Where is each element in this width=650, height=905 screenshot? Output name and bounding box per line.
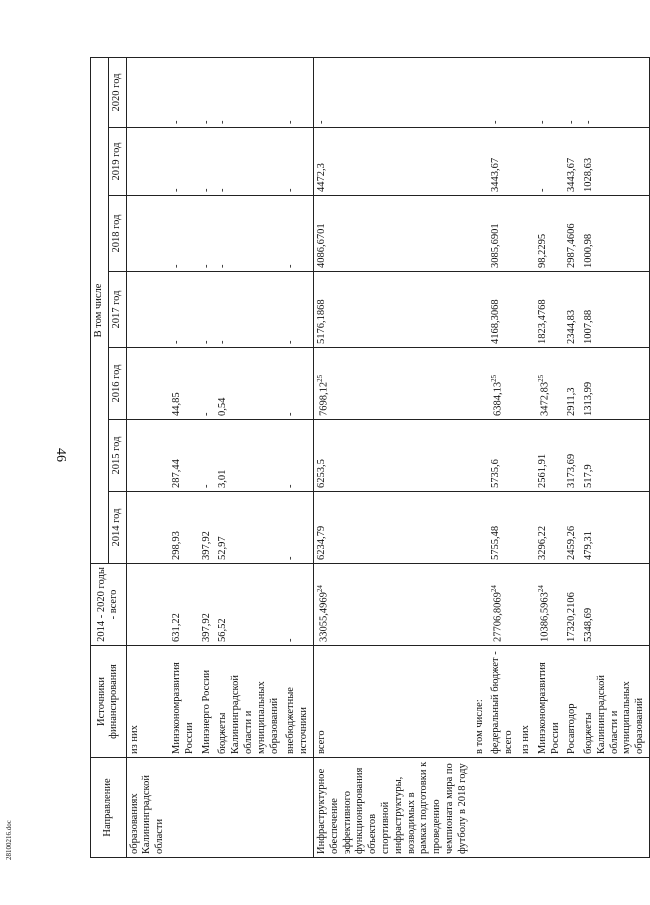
cell-y2018 <box>313 196 471 272</box>
cell-value: 3472,83 <box>539 381 551 416</box>
rotated-table-container <box>90 58 646 858</box>
cell-value: 517,9 <box>583 464 595 488</box>
cell-source <box>472 646 489 758</box>
cell-y2020 <box>126 57 169 127</box>
cell-y2018 <box>535 196 565 272</box>
cell-y2014 <box>283 492 313 564</box>
cell-source <box>199 646 216 758</box>
cell-y2015 <box>518 420 535 492</box>
header-year-2014: 2014 год <box>108 492 126 564</box>
cell-y2016 <box>488 348 518 420</box>
cell-value: 5348,69 <box>583 607 595 642</box>
cell-value: - <box>217 188 229 192</box>
cell-value: - <box>566 120 578 124</box>
financing-table <box>90 57 650 858</box>
cell-y2014 <box>581 492 649 564</box>
cell-y2019 <box>169 128 199 196</box>
cell-y2015 <box>581 420 649 492</box>
cell-value: - <box>285 556 297 560</box>
cell-total <box>488 564 518 646</box>
cell-y2018 <box>199 196 216 272</box>
header-year-2018: 2018 год <box>108 196 126 272</box>
cell-value: 4472,3 <box>315 163 327 192</box>
cell-direction <box>472 758 489 858</box>
cell-y2020 <box>169 57 199 127</box>
cell-y2014 <box>215 492 283 564</box>
cell-value: 4168,3068 <box>490 299 502 344</box>
cell-y2015 <box>472 420 489 492</box>
cell-source <box>215 646 283 758</box>
footnote-marker: 24 <box>490 585 499 593</box>
cell-source <box>564 646 581 758</box>
cell-total <box>518 564 535 646</box>
footnote-marker: 25 <box>536 374 545 382</box>
cell-value: 33055,4969 <box>318 592 330 642</box>
cell-direction <box>518 758 535 858</box>
cell-value: 2987,4606 <box>566 223 578 268</box>
cell-value: Инфраструктурное обеспечение эффективного функционирования объектов спортивной инфраструктуры, возводимых в рамках подготовки к проведению чемпионата мира по футболу в 2018 году <box>315 761 468 854</box>
cell-y2019 <box>518 128 535 196</box>
cell-y2014 <box>169 492 199 564</box>
cell-y2017 <box>518 272 535 348</box>
cell-value: 5755,48 <box>490 525 502 560</box>
table-row <box>564 57 581 857</box>
cell-y2019 <box>126 128 169 196</box>
cell-y2019 <box>564 128 581 196</box>
cell-value: 17320,2106 <box>566 592 578 642</box>
header-year-2019: 2019 год <box>108 128 126 196</box>
cell-y2014 <box>199 492 216 564</box>
footnote-marker: 25 <box>315 374 324 382</box>
cell-value: 5176,1868 <box>315 299 327 344</box>
cell-value: 6384,13 <box>492 381 504 416</box>
cell-y2019 <box>313 128 471 196</box>
cell-y2018 <box>488 196 518 272</box>
cell-value: 3085,6901 <box>490 223 502 268</box>
table-row <box>283 57 313 857</box>
cell-value: 27706,8069 <box>492 592 504 642</box>
cell-value: 7698,12 <box>318 381 330 416</box>
cell-total <box>283 564 313 646</box>
cell-value: - <box>200 412 212 416</box>
cell-value: 3443,67 <box>566 157 578 192</box>
cell-value: 1007,88 <box>583 309 595 344</box>
cell-value: 631,22 <box>170 613 182 642</box>
cell-value: Минэкономразвития России <box>170 662 195 754</box>
cell-total <box>126 564 169 646</box>
cell-value: 397,92 <box>200 531 212 560</box>
cell-value: - <box>315 120 327 124</box>
footnote-marker: 24 <box>315 585 324 593</box>
header-direction: Направление <box>91 758 127 858</box>
header-year-2016: 2016 год <box>108 348 126 420</box>
cell-value: 6253,5 <box>315 459 327 488</box>
cell-value: 3173,69 <box>566 453 578 488</box>
cell-y2015 <box>169 420 199 492</box>
header-sources: Источники финансирования <box>91 646 127 758</box>
cell-total <box>199 564 216 646</box>
cell-value: 2344,83 <box>566 309 578 344</box>
cell-y2018 <box>518 196 535 272</box>
cell-source <box>126 646 169 758</box>
table-row <box>535 57 565 857</box>
cell-y2017 <box>283 272 313 348</box>
cell-value: бюджеты Калининградской области и муниципальных образований <box>583 675 646 754</box>
cell-y2016 <box>283 348 313 420</box>
table-row <box>126 57 169 857</box>
cell-direction <box>169 758 199 858</box>
cell-y2015 <box>313 420 471 492</box>
page-number: 46 <box>53 448 68 462</box>
cell-y2018 <box>126 196 169 272</box>
cell-y2016 <box>564 348 581 420</box>
footnote-marker: 24 <box>536 585 545 593</box>
cell-y2020 <box>564 57 581 127</box>
cell-value: - <box>170 188 182 192</box>
cell-source <box>581 646 649 758</box>
cell-y2018 <box>581 196 649 272</box>
cell-total <box>169 564 199 646</box>
cell-value: - <box>536 188 548 192</box>
cell-source <box>518 646 535 758</box>
cell-y2017 <box>215 272 283 348</box>
cell-value: 479,31 <box>583 531 595 560</box>
table-row <box>199 57 216 857</box>
cell-y2016 <box>126 348 169 420</box>
cell-value: - <box>583 120 595 124</box>
cell-y2016 <box>199 348 216 420</box>
cell-value: 1000,98 <box>583 233 595 268</box>
cell-value: 397,92 <box>200 613 212 642</box>
cell-value: бюджеты Калининградской области и муниципальных образований <box>217 675 280 754</box>
header-year-2020: 2020 год <box>108 57 126 127</box>
cell-y2014 <box>313 492 471 564</box>
cell-value: 10386,5963 <box>539 592 551 642</box>
cell-y2015 <box>283 420 313 492</box>
table-row <box>518 57 535 857</box>
cell-y2015 <box>564 420 581 492</box>
cell-value: - <box>536 120 548 124</box>
cell-value: 5735,6 <box>490 459 502 488</box>
cell-y2018 <box>215 196 283 272</box>
cell-value: 44,85 <box>170 392 182 416</box>
cell-y2014 <box>535 492 565 564</box>
cell-value: - <box>490 120 502 124</box>
table-row <box>313 57 471 857</box>
cell-value: - <box>200 120 212 124</box>
cell-value: 98,2295 <box>536 233 548 268</box>
cell-source <box>535 646 565 758</box>
cell-value: 3296,22 <box>536 525 548 560</box>
cell-y2018 <box>472 196 489 272</box>
table-row <box>472 57 489 857</box>
cell-direction <box>564 758 581 858</box>
cell-value: образованиях Калининградской области <box>128 775 166 854</box>
cell-direction <box>488 758 518 858</box>
cell-y2016 <box>518 348 535 420</box>
cell-y2020 <box>535 57 565 127</box>
cell-y2016 <box>472 348 489 420</box>
cell-y2017 <box>313 272 471 348</box>
cell-y2017 <box>126 272 169 348</box>
cell-y2016 <box>169 348 199 420</box>
cell-value: - <box>285 120 297 124</box>
cell-y2020 <box>199 57 216 127</box>
cell-y2020 <box>215 57 283 127</box>
header-year-2015: 2015 год <box>108 420 126 492</box>
cell-y2018 <box>283 196 313 272</box>
cell-y2020 <box>488 57 518 127</box>
cell-direction <box>126 758 169 858</box>
cell-direction <box>313 758 471 858</box>
cell-value: федеральный бюджет - всего <box>490 651 515 754</box>
cell-value: - <box>285 264 297 268</box>
table-body <box>126 57 649 857</box>
cell-value: - <box>285 412 297 416</box>
cell-y2020 <box>518 57 535 127</box>
cell-value: 52,97 <box>217 536 229 560</box>
cell-y2020 <box>472 57 489 127</box>
cell-y2019 <box>581 128 649 196</box>
cell-y2018 <box>169 196 199 272</box>
cell-value: 3,01 <box>217 469 229 488</box>
cell-y2014 <box>126 492 169 564</box>
cell-y2015 <box>215 420 283 492</box>
cell-y2020 <box>313 57 471 127</box>
footer-file-code: 28100216.doc <box>5 820 13 860</box>
cell-y2019 <box>199 128 216 196</box>
cell-value: Минэкономразвития России <box>536 662 561 754</box>
cell-y2016 <box>313 348 471 420</box>
cell-value: - <box>285 484 297 488</box>
cell-source <box>283 646 313 758</box>
cell-value: 2911,3 <box>566 387 578 416</box>
cell-value: Росавтодор <box>566 703 578 754</box>
cell-value: 4086,6701 <box>315 223 327 268</box>
cell-y2020 <box>283 57 313 127</box>
cell-value: - <box>170 120 182 124</box>
footnote-marker: 25 <box>490 374 499 382</box>
cell-y2019 <box>472 128 489 196</box>
cell-value: 1823,4768 <box>536 299 548 344</box>
cell-y2016 <box>215 348 283 420</box>
cell-y2015 <box>535 420 565 492</box>
cell-value: Минэнерго России <box>200 669 212 754</box>
cell-value: 6234,79 <box>315 525 327 560</box>
cell-total <box>581 564 649 646</box>
cell-value: внебюджетные источники <box>285 687 310 754</box>
cell-value: - <box>200 264 212 268</box>
cell-value: - <box>217 264 229 268</box>
cell-value: - <box>200 340 212 344</box>
header-year-2017: 2017 год <box>108 272 126 348</box>
cell-direction <box>199 758 216 858</box>
cell-value: - <box>285 188 297 192</box>
cell-value: - <box>217 340 229 344</box>
cell-y2020 <box>581 57 649 127</box>
cell-y2014 <box>518 492 535 564</box>
cell-total <box>535 564 565 646</box>
cell-y2017 <box>488 272 518 348</box>
cell-y2017 <box>199 272 216 348</box>
cell-value: 3443,67 <box>490 157 502 192</box>
cell-y2019 <box>215 128 283 196</box>
cell-y2014 <box>564 492 581 564</box>
cell-y2018 <box>564 196 581 272</box>
cell-total <box>564 564 581 646</box>
table-row <box>169 57 199 857</box>
cell-value: 0,54 <box>217 397 229 416</box>
cell-value: всего <box>315 730 327 754</box>
cell-value: 2561,91 <box>536 453 548 488</box>
header-including: В том числе <box>91 57 109 563</box>
cell-y2017 <box>472 272 489 348</box>
cell-direction <box>581 758 649 858</box>
cell-total <box>313 564 471 646</box>
cell-value: 1028,63 <box>583 157 595 192</box>
cell-value: 2459,26 <box>566 525 578 560</box>
cell-value: - <box>217 120 229 124</box>
cell-value: из них <box>519 725 531 754</box>
cell-total <box>215 564 283 646</box>
cell-value: 56,52 <box>217 618 229 642</box>
cell-source <box>169 646 199 758</box>
cell-value: - <box>170 340 182 344</box>
table-row <box>581 57 649 857</box>
cell-y2016 <box>535 348 565 420</box>
cell-direction <box>215 758 283 858</box>
cell-y2014 <box>472 492 489 564</box>
cell-total <box>472 564 489 646</box>
cell-direction <box>283 758 313 858</box>
cell-value: - <box>285 638 297 642</box>
cell-y2019 <box>283 128 313 196</box>
cell-source <box>488 646 518 758</box>
cell-value: в том числе: <box>473 699 485 754</box>
cell-y2019 <box>535 128 565 196</box>
cell-value: 1313,99 <box>583 381 595 416</box>
cell-y2017 <box>581 272 649 348</box>
cell-value: - <box>200 188 212 192</box>
cell-y2015 <box>199 420 216 492</box>
cell-y2017 <box>564 272 581 348</box>
cell-y2017 <box>169 272 199 348</box>
cell-value: 298,93 <box>170 531 182 560</box>
cell-y2014 <box>488 492 518 564</box>
cell-y2015 <box>488 420 518 492</box>
cell-value: - <box>285 340 297 344</box>
cell-value: - <box>200 484 212 488</box>
cell-y2016 <box>581 348 649 420</box>
cell-value: 287,44 <box>170 459 182 488</box>
cell-value: - <box>170 264 182 268</box>
table-row <box>215 57 283 857</box>
cell-direction <box>535 758 565 858</box>
cell-y2017 <box>535 272 565 348</box>
table-row <box>488 57 518 857</box>
cell-y2019 <box>488 128 518 196</box>
cell-y2015 <box>126 420 169 492</box>
header-total: 2014 - 2020 годы - всего <box>91 564 127 646</box>
cell-value: из них <box>128 725 140 754</box>
cell-source <box>313 646 471 758</box>
